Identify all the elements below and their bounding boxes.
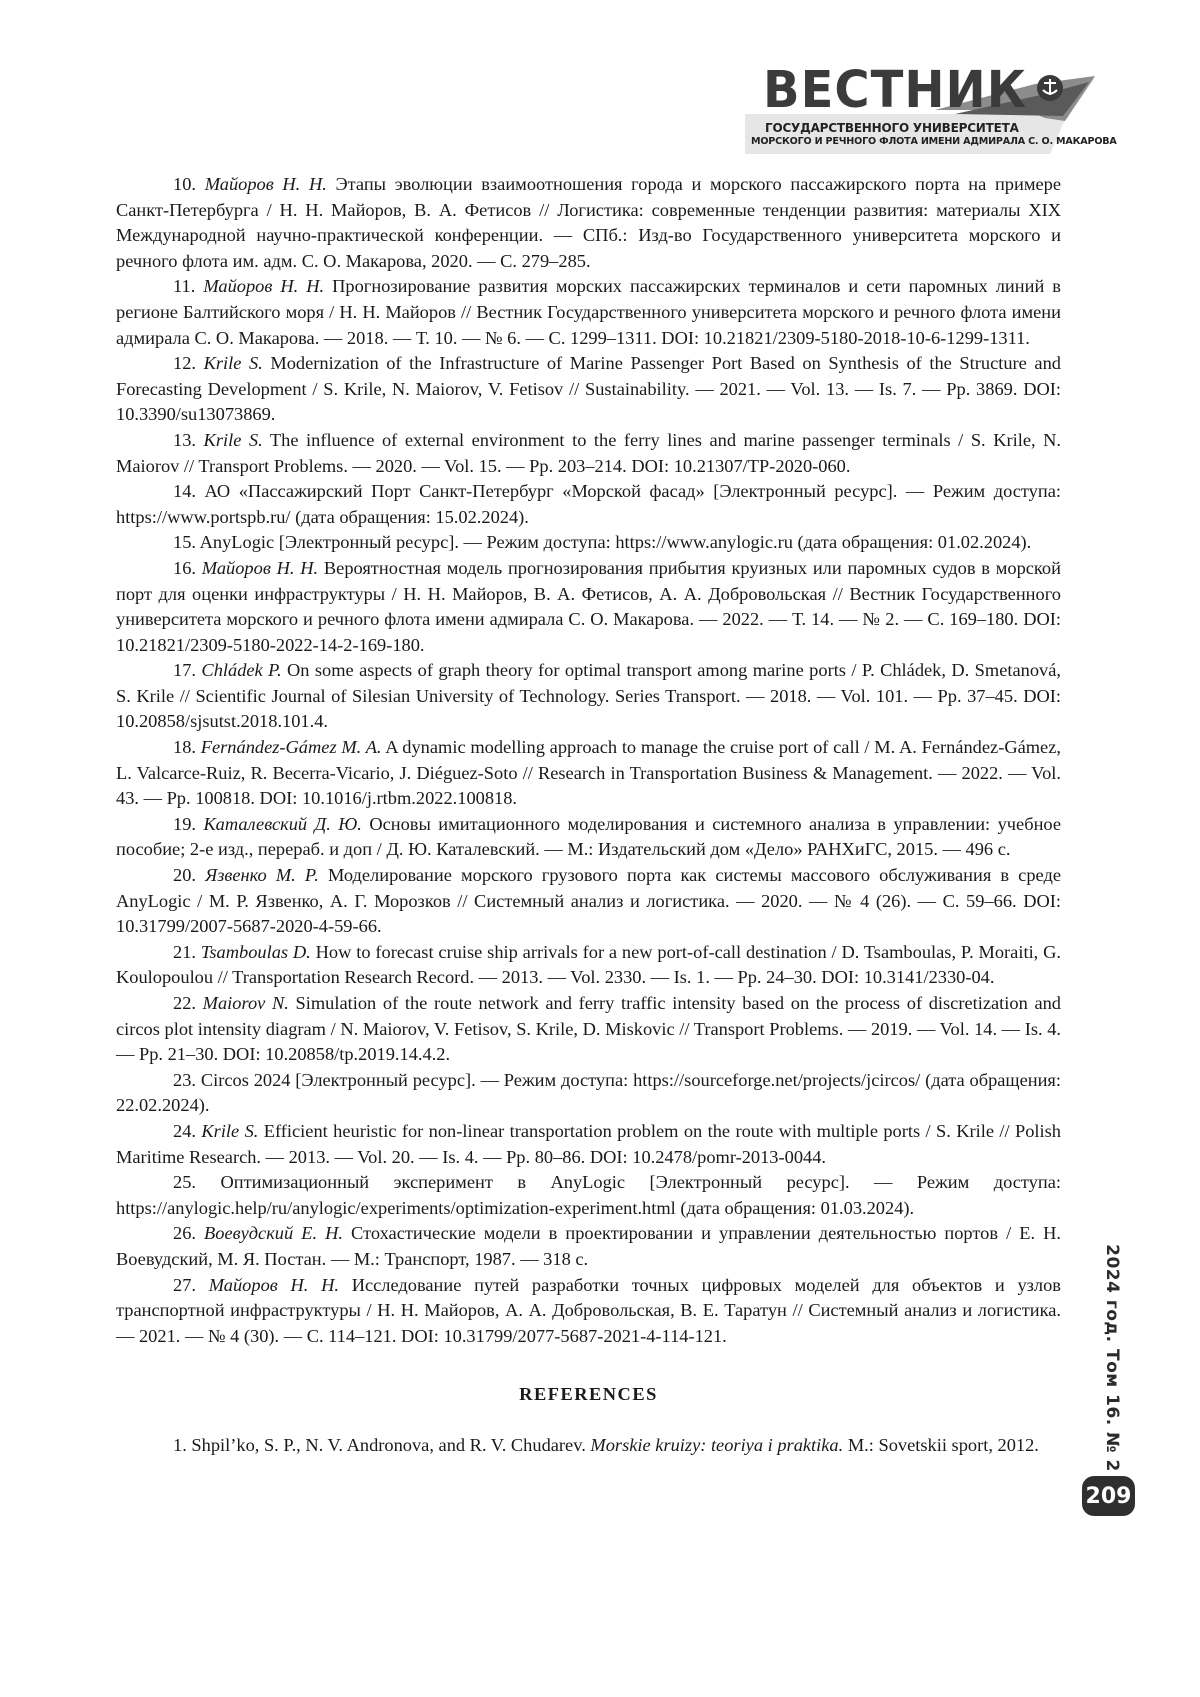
reference-author: Каталевский Д. Ю. xyxy=(203,813,362,834)
reference-text: Efficient heuristic for non-linear transportation problem on the route with multiple ports / S. Krile // Polish Maritime Research. — 2013. — Vol. 20. — Is. 4. — Pp. 80–86. DOI: 10.2478/pomr-2013-0044. xyxy=(116,1120,1061,1167)
reference-publisher: M.: Sovetskii sport, 2012. xyxy=(843,1434,1039,1455)
reference-author: Maiorov N. xyxy=(202,993,289,1013)
reference-author: Krile S. xyxy=(203,429,263,450)
reference-number: 18. xyxy=(173,737,196,758)
reference-item xyxy=(116,991,1061,1068)
reference-item xyxy=(116,1068,1061,1119)
reference-number: 12. xyxy=(173,353,196,374)
reference-number: 10. xyxy=(173,174,196,194)
reference-item xyxy=(116,1170,1061,1221)
logo-subtitle-university: ГОСУДАРСТВЕННОГО УНИВЕРСИТЕТА xyxy=(765,121,1019,135)
reference-text: Моделирование морского грузового порта как системы массового обслуживания в среде AnyLogic / М. Р. Язвенко, А. Г. Морозков // Системный анализ и логистика. — 2020. — № 4 (26). — С. 59–66. DOI: 10.31799/2007-5687-2020-4-59-66. xyxy=(116,865,1061,937)
logo-subtitle-fleet: МОРСКОГО И РЕЧНОГО ФЛОТА ИМЕНИ АДМИРАЛА С. О. МАКАРОВА xyxy=(751,136,1117,147)
logo-title: ВЕСТНИК xyxy=(763,60,1027,120)
journal-logo xyxy=(745,60,1117,156)
reference-number: 21. xyxy=(173,941,196,962)
reference-text: A dynamic modelling approach to manage the cruise port of call / M. A. Fernández-Gámez, L. Valcarce-Ruiz, R. Becerra-Vicario, J. Diéguez-Soto // Research in Transportation Business & Management. — 2022. — Vol. 43. — Pp. 100818. DOI: 10.1016/j.rtbm.2022.100818. xyxy=(116,737,1061,809)
reference-item xyxy=(116,1119,1061,1170)
reference-text: How to forecast cruise ship arrivals for a new port-of-call destination / D. Tsamboulas, P. Moraiti, G. Koulopoulou // Transportation Research Record. — 2013. — Vol. 2330. — Is. 1. — Pp. 24–30. DOI: 10.3141/2330-04. xyxy=(116,941,1061,988)
reference-item xyxy=(116,428,1061,479)
reference-author: Язвенко М. Р. xyxy=(205,865,319,886)
reference-number: 15. xyxy=(173,532,196,553)
references-heading: REFERENCES xyxy=(519,1384,658,1405)
reference-text: Стохастические модели в проектировании и управлении деятельностью портов / Е. Н. Воевудский, М. Я. Постан. — М.: Транспорт, 1987. — 318 с. xyxy=(116,1223,1061,1269)
reference-item xyxy=(116,812,1061,863)
reference-author: Майоров Н. Н. xyxy=(204,174,327,194)
reference-number: 14. xyxy=(173,481,196,502)
reference-author: Майоров Н. Н. xyxy=(203,276,325,297)
reference-authors: Shpil’ko, S. P., N. V. Andronova, and R. V. Chudarev. xyxy=(191,1434,591,1455)
russian-references-list xyxy=(116,172,1061,1349)
reference-author: Майоров Н. Н. xyxy=(208,1274,339,1295)
reference-item xyxy=(116,658,1061,735)
reference-item xyxy=(116,735,1061,812)
reference-item xyxy=(116,1273,1061,1350)
reference-author: Fernández-Gámez M. A. xyxy=(200,737,382,758)
reference-item xyxy=(116,1433,1061,1459)
reference-title: Morskie kruizy: teoriya i praktika. xyxy=(590,1434,844,1455)
reference-item xyxy=(116,863,1061,940)
reference-number: 25. xyxy=(173,1172,196,1193)
reference-item xyxy=(116,940,1061,991)
references-section xyxy=(116,172,1061,1459)
reference-text: Modernization of the Infrastructure of Marine Passenger Port Based on Synthesis of the Structure and Forecasting Development / S. Krile, N. Maiorov, V. Fetisov // Sustainability. — 2021. — Vol. 13. — Is. 7. — Pp. 3869. DOI: 10.3390/su13073869. xyxy=(116,353,1061,425)
reference-text: Simulation of the route network and ferry traffic intensity based on the process of discretization and circos plot intensity diagram / N. Maiorov, V. Fetisov, S. Krile, D. Miskovic // Transport Problems. — 2019. — Vol. 14. — Is. 4. — Pp. 21–30. DOI: 10.20858/tp.2019.14.4.2. xyxy=(116,993,1061,1065)
reference-number: 26. xyxy=(173,1223,196,1244)
reference-text: Прогнозирование развития морских пассажирских терминалов и сети паромных линий в регионе Балтийского моря / Н. Н. Майоров // Вестник Государственного университета морского и речного флота имени адмирала С. О. Макарова. — 2018. — Т. 10. — № 6. — С. 1299–1311. DOI: 10.21821/2309-5180-2018-10-6-1299-1311. xyxy=(116,276,1061,348)
reference-number: 17. xyxy=(173,660,196,681)
reference-author: Воевудский Е. Н. xyxy=(204,1223,343,1244)
issue-tab xyxy=(1097,1244,1127,1472)
reference-text: Основы имитационного моделирования и системного анализа в управлении: учебное пособие; 2-е изд., перераб. и доп / Д. Ю. Каталевский. — М.: Издательский дом «Дело» РАНХиГС, 2015. — 496 с. xyxy=(116,813,1061,860)
english-references-list xyxy=(116,1433,1061,1459)
reference-item xyxy=(116,556,1061,658)
issue-label: 2024 год. Том 16. № 2 xyxy=(1102,1244,1122,1472)
reference-item xyxy=(116,351,1061,428)
reference-text: Вероятностная модель прогнозирования прибытия круизных или паромных судов в морской порт для оценки инфраструктуры / Н. Н. Майоров, В. А. Фетисов, А. А. Добровольская // Вестник Государственного университета морского и речного флота имени адмирала С. О. Макарова. — 2022. — Т. 14. — № 2. — С. 169–180. DOI: 10.21821/2309-5180-2022-14-2-169-180. xyxy=(116,557,1061,655)
reference-number: 16. xyxy=(173,557,196,578)
reference-text: AnyLogic [Электронный ресурс]. — Режим доступа: https://www.anylogic.ru (дата обращения: 01.02.2024). xyxy=(199,532,1032,553)
reference-text: Исследование путей разработки точных цифровых моделей для объектов и узлов транспортной инфраструктуры / Н. Н. Майоров, А. А. Добровольская, В. Е. Таратун // Системный анализ и логистика. — 2021. — № 4 (30). — С. 114–121. DOI: 10.31799/2077-5687-2021-4-114-121. xyxy=(116,1274,1061,1346)
reference-number: 11. xyxy=(173,276,196,297)
reference-author: Krile S. xyxy=(203,353,263,374)
reference-text: The influence of external environment to the ferry lines and marine passenger terminals / S. Krile, N. Maiorov // Transport Problems. — 2020. — Vol. 15. — Pp. 203–214. DOI: 10.21307/TP-2020-060. xyxy=(116,429,1061,476)
reference-number: 22. xyxy=(173,993,196,1013)
reference-item xyxy=(116,274,1061,351)
reference-author: Tsamboulas D. xyxy=(200,941,311,962)
reference-number: 24. xyxy=(173,1120,196,1141)
page-number-badge: 209 xyxy=(1082,1476,1135,1516)
reference-number: 13. xyxy=(173,429,196,450)
reference-item xyxy=(116,479,1061,530)
reference-number: 20. xyxy=(173,865,196,886)
reference-item xyxy=(116,1221,1061,1272)
reference-text: Этапы эволюции взаимоотношения города и морского пассажирского порта на примере Санкт-Петербурга / Н. Н. Майоров, В. А. Фетисов // Логистика: современные тенденции развития: материалы XIX Международной научно-практической конференции. — СПб.: Изд-во Государственного университета морского и речного флота им. адм. С. О. Макарова, 2020. — С. 279–285. xyxy=(116,174,1061,271)
reference-author: Krile S. xyxy=(201,1120,259,1141)
reference-author: Chládek P. xyxy=(201,660,282,681)
reference-text: АО «Пассажирский Порт Санкт-Петербург «Морской фасад» [Электронный ресурс]. — Режим доступа: https://www.portspb.ru/ (дата обращения: 15.02.2024). xyxy=(116,481,1061,527)
reference-item xyxy=(116,172,1061,274)
reference-number: 23. xyxy=(173,1069,196,1090)
reference-text: Circos 2024 [Электронный ресурс]. — Режим доступа: https://sourceforge.net/projects/jcircos/ (дата обращения: 22.02.2024). xyxy=(116,1069,1061,1116)
reference-number: 27. xyxy=(173,1274,196,1295)
reference-number: 19. xyxy=(173,813,196,834)
reference-item xyxy=(116,530,1061,556)
reference-author: Майоров Н. Н. xyxy=(201,557,319,578)
reference-text: Оптимизационный эксперимент в AnyLogic [Электронный ресурс]. — Режим доступа: https://anylogic.help/ru/anylogic/experiments/optimization-experiment.html (дата обращения: 01.03.2024). xyxy=(116,1172,1061,1218)
reference-text: On some aspects of graph theory for optimal transport among marine ports / P. Chládek, D. Smetanová, S. Krile // Scientific Journal of Silesian University of Technology. Series Transport. — 2018. — Vol. 101. — Pp. 37–45. DOI: 10.20858/sjsutst.2018.101.4. xyxy=(116,660,1061,732)
reference-number: 1. xyxy=(173,1434,187,1455)
